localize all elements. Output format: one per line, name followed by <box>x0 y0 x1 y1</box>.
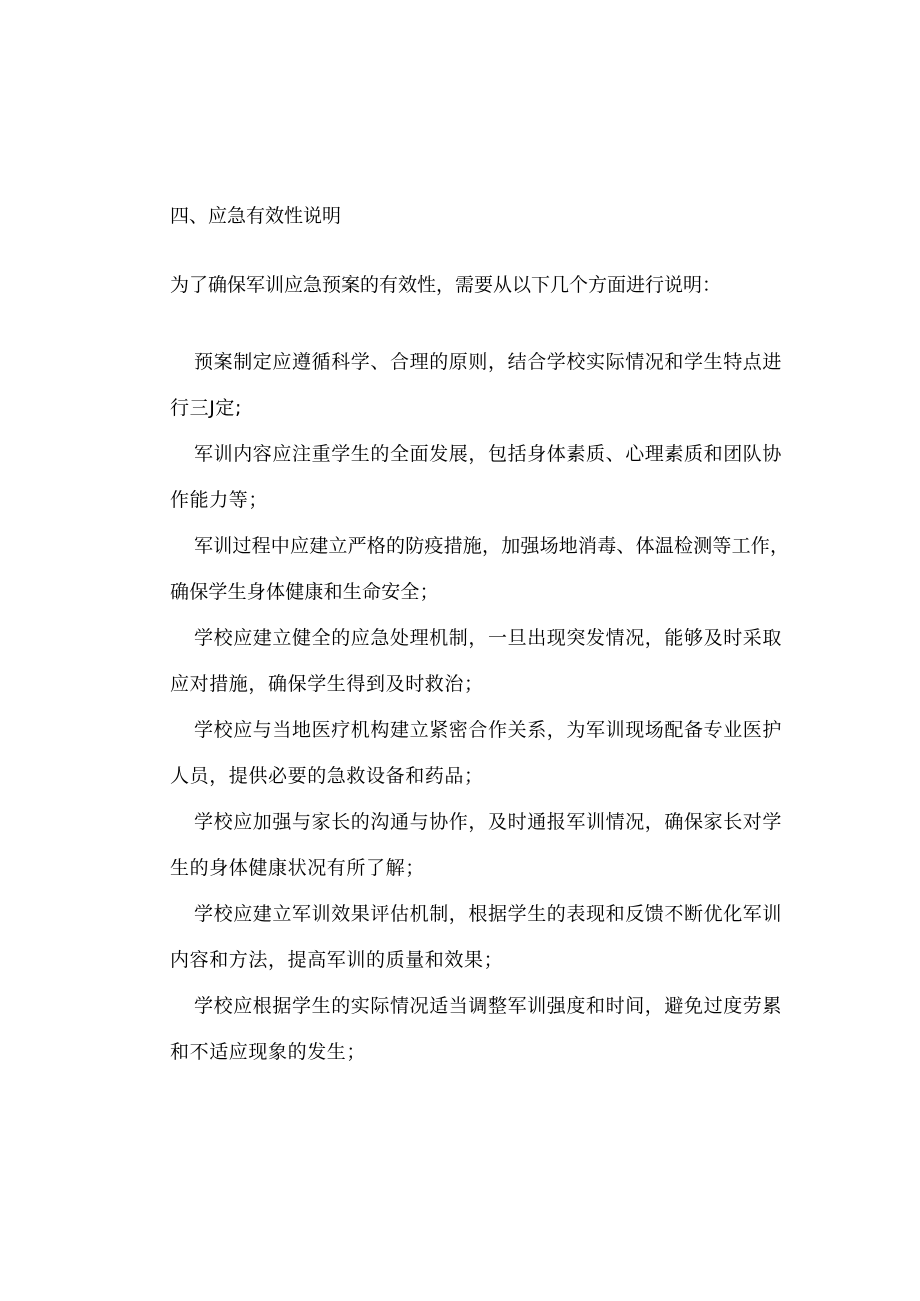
item-list <box>170 339 794 1075</box>
list-item: 军训内容应注重学生的全面发展，包括身体素质、心理素质和团队协作能力等； <box>170 443 783 511</box>
list-item: 预案制定应遵循科学、合理的原则，结合学校实际情况和学生特点进行三J定; <box>170 351 783 419</box>
list-item: 学校应建立军训效果评估机制，根据学生的表现和反馈不断优化军训内容和方法，提高军训的质量和效果； <box>170 903 783 971</box>
section-heading: 四、应急有效性说明 <box>170 205 342 227</box>
list-item: 学校应与当地医疗机构建立紧密合作关系，为军训现场配备专业医护人员，提供必要的急救设备和药品； <box>170 719 783 787</box>
intro-paragraph: 为了确保军训应急预案的有效性，需要从以下几个方面进行说明： <box>170 274 722 296</box>
list-item: 学校应加强与家长的沟通与协作，及时通报军训情况，确保家长对学生的身体健康状况有所了解； <box>170 811 783 879</box>
list-item: 军训过程中应建立严格的防疫措施，加强场地消毒、体温检测等工作，确保学生身体健康和生命安全； <box>170 535 790 603</box>
list-item: 学校应建立健全的应急处理机制，一旦出现突发情况，能够及时采取应对措施，确保学生得到及时救治； <box>170 627 783 695</box>
list-item: 学校应根据学生的实际情况适当调整军训强度和时间，避免过度劳累和不适应现象的发生； <box>170 995 783 1063</box>
